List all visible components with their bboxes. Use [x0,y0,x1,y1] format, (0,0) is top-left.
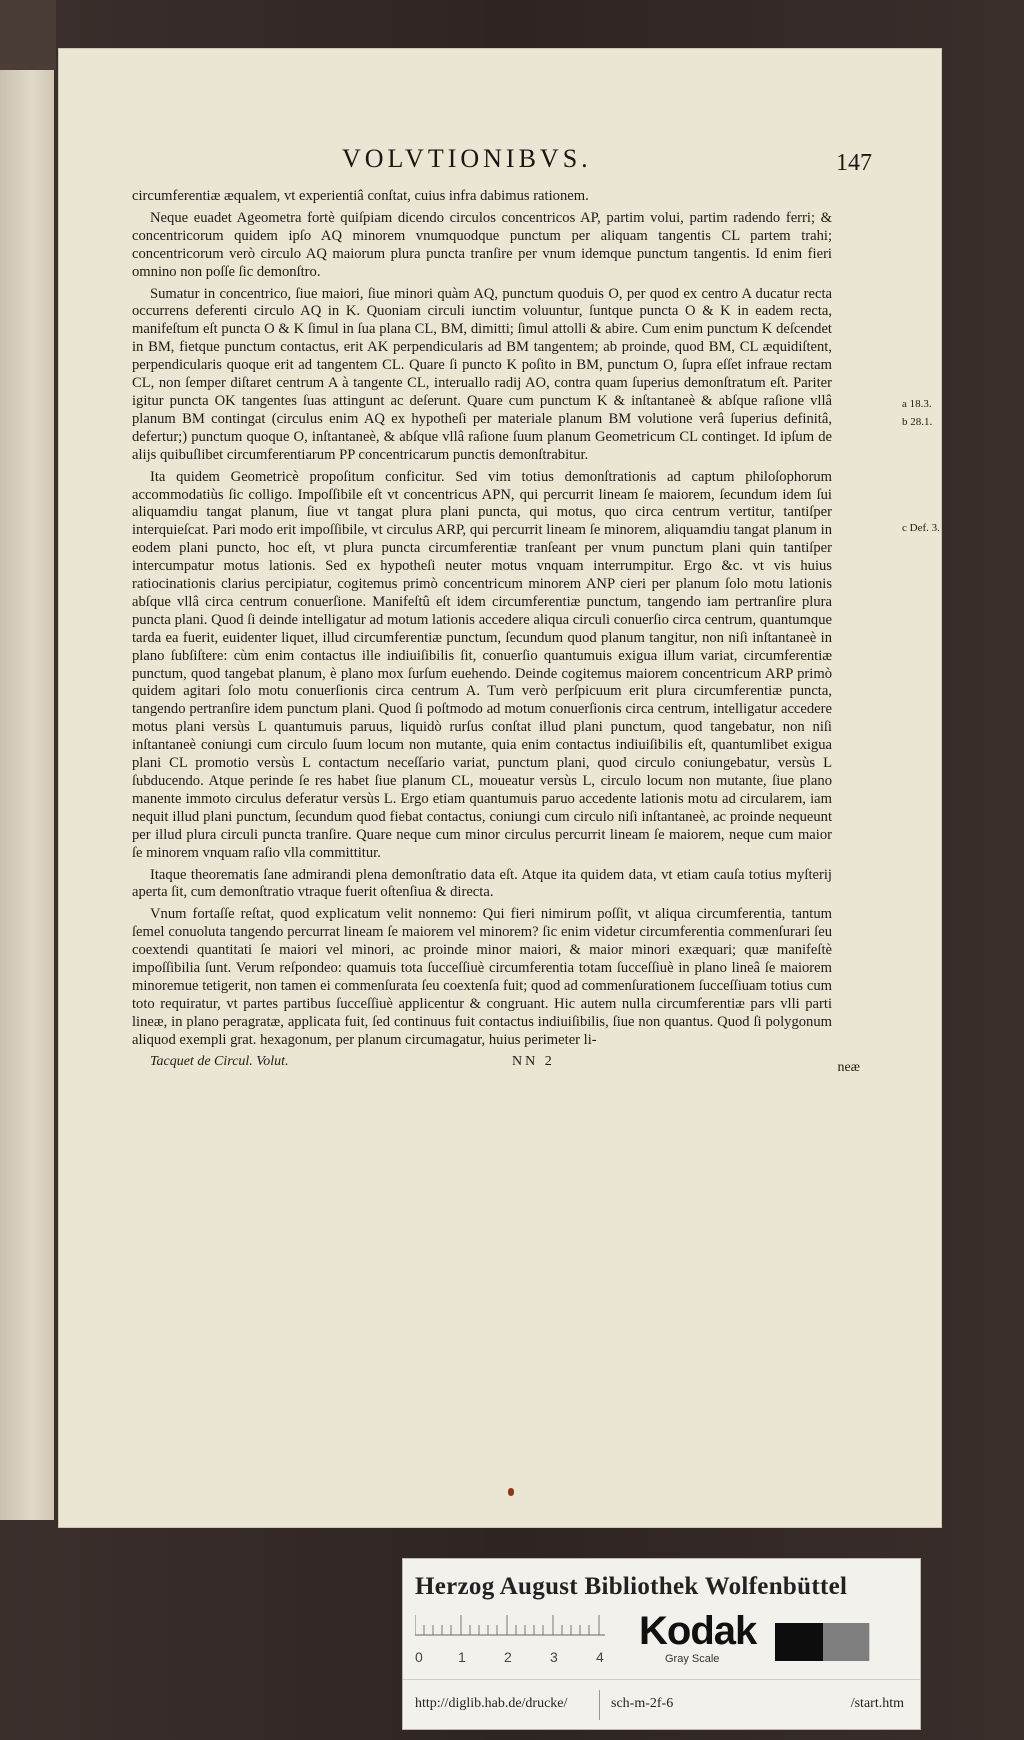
margin-note-b: b 28.1. [902,416,933,428]
margin-note-a: a 18.3. [902,398,932,410]
ruler-number: 1 [458,1649,466,1665]
book-page [58,48,942,1528]
ruler-number: 3 [550,1649,558,1665]
paragraph: circumferentiæ æqualem, vt experientiâ conſtat, cuius infra dabimus rationem. [132,188,589,204]
library-name: Herzog August Bibliothek Wolfenbüttel [415,1573,848,1600]
gray-swatch [823,1623,869,1661]
ink-stain [508,1488,514,1496]
paragraph: Ita quidem Geometricè propoſitum conficitur. Sed vim totius demonſtrationis ad captum philoſophorum accommodatiùs ſic colligo. Impoſſibile eſt vt concentricus APN, qui percurrit lineam ſe maiorem, ſecundum idem ſui aliquamdiu tangat planum, ſiue vt tangat plura plani puncta, qui motus, quo circa centrum vertitur, tantiſper interquieſcat. Pari modo erit impoſſibile, vt circulus ARP, qui percurrit lineam ſe minorem, aliquamdiu tangat planum in eodem plani puncto, hoc eſt, vt plura puncta circumferentiæ tranſeant per vnum punctum plani quin tantiſper intercumpatur motus lationis. Sed ex hypotheſi neuter motus vnquam interrumpitur. Ergo &c. vt vis huius ratiocinationis clarius percipiatur, cogitemus primò concentricum minorem ANP cieri per planum ſolo motu lationis abſque vllâ circa centrum conuerſione. Manifeſtû eſt idem circumferentiæ punctum, tangendo iam pertranſire plura puncta plani. Quod ſi deinde intelligatur ad motum lationis accedere aliqua circuli conuerſio circa centrum, quantumque tarda ea fuerit, euidenter liquet, illud circumferentiæ punctum, ſecundum quod planum tangitur, non niſi inſtantaneè in plano ſubſiſtere: cùm enim contactus ille indiuiſibilis ſit, conuerſio quantumuis exigua illum variat, circumferentiæ punctum, quod tangebat planum, è plano mox ſurſum euehendo. Deinde cogitemus maiorem concentricum ARP primò quidem agitari ſolo motu conuerſionis circa centrum A. Tum verò perſpicuum erit plura circumferentiæ puncta, tangendo pertranſire idem punctum plani. Quod ſi poſtmodo ad motum conuerſionis circa centrum, intelligatur accedere motus plani versùs L quantumuis paruus, liquidò rurſus conſtat illud plani punctum, quod tangebatur, non niſi inſtantaneè coniungi cum circulo ſuum locum non mutante, quia enim contactus indiuiſibilis eſt, quantumlibet exigua plani CL promotio versùs L contactum neceſſario variat, punctum plani, quod circulo coniungebatur, versùs L ſubducendo. Atque perinde ſe res habet ſiue planum CL, moueatur versùs L, circulo locum non mutante, ſiue plano manente immoto circulus deferatur versùs L. Ergo etiam quantumuis paruo accedente lationis motu ad circularem, iam nequit illud plani punctum, ſecundum quod fiebat contactus, coniungi cum circulo niſi inſtantaneè, ac proinde nequeunt per illud plura circuli puncta tranſire. Quare neque cum minor circulus percurrit lineam ſe maiorem, neque cum maior ſe minorem vnquam raſio vlla committitur. [132,468,832,861]
body-text [132,188,832,1050]
library-color-card [402,1558,921,1730]
catchword: neæ [837,1059,860,1075]
url-suffix: /start.htm [850,1696,904,1711]
paragraph: Sumatur in concentrico, ſiue maiori, ſiue minori quàm AQ, punctum quoduis O, per quod ex centro A ducatur recta occurrens deferenti circulo AQ in K. Quoniam circuli iunctim voluuntur, ſuntque puncta O & K in eadem recta, manifeſtum eſt puncta O & K ſimul in ſua plana CL, BM, dimitti; ſimul attolli & abire. Cum enim punctum K deſcendet in BM, fietque punctum contactus, erit AK perpendicularis ad BM tangentem; ab proinde, quod BM, CL æquidiſtent, perpendicularis quoque erit ad tangentem CL. Quare ſi puncto K poſito in BM, punctum O, ſupra eſſet infraue rectam CL, non ſemper diſtaret centrum A à tangente CL, interuallo radij AO, contra quam ſuperius demonſtratum eſt. Pariter igitur puncta OK tangentes ſuas attingunt ac deſerunt. Quare cum punctum K & inſtantaneè & abſque raſione vllâ planum BM contingat (circulus enim AQ ex hypotheſi per materiale planum BM volutione verâ ſuperius definitâ, defertur;) punctum quoque O, inſtantaneè, & abſque vllâ raſione ſuum planum Geometricum CL continget. Id ipſum de alijs quibuſlibet circumferentiarum PP concentricarum punctis demonſtrabitur. [132,285,832,463]
black-swatch [775,1623,823,1661]
page-number: 147 [836,150,872,176]
gray-scale-label: Gray Scale [665,1653,720,1665]
footer-title: Tacquet de Circul. Volut. [150,1053,289,1069]
facing-page-edge [0,70,54,1520]
kodak-logo: Kodak [639,1609,757,1653]
url-shelfmark: sch-m-2f-6 [611,1696,674,1711]
ruler-number: 4 [596,1649,604,1665]
ruler-number: 0 [415,1649,423,1665]
paragraph: Vnum fortaſſe reſtat, quod explicatum velit nonnemo: Qui fieri nimirum poſſit, vt aliqua circumferentia, tantum ſemel conuoluta tangendo percurrat lineam ſe maiorem vel minorem? ſic enim videtur circumferentia commenſurari ſeu coextendi quantitati ſe maiori vel minori, ac proinde minor maiori, & maior minori exæquari; quæ manifeſtè impoſſibilia ſunt. Verum reſpondeo: quamuis tota ſucceſſiuè circumferentia totam ſucceſſiuè in plano lineâ ſe maiorem minoremue tetigerit, non tamen ei commenſurata ſeu coextenſa fuit; quod ad commenſurationem ſucceſſiuam totius cum toto requiratur, vt partes partibus ſucceſſiuè applicentur & congruant. Hic autem nulla circumferentiæ pars vlli parti lineæ, in plano peragratæ, applicata fuit, ſed continuus fuit contactus indiuiſibilis, ſiue non quantus. Quod ſi polygonum aliquod exempli grat. hexagonum, per planum circumagatur, huius perimeter li- [132,906,832,1048]
paragraph: Neque euadet Ageometra fortè quiſpiam dicendo circulos concentricos AP, partim volui, partim radendo ferri; & concentricorum quidem ipſo AQ minorem vnumquodque punctum per aliquam tangentis CL partem trahi; concentricorum verò circulo AQ maiorum plura puncta tranſire per vnum idemque punctum tangentis. Id enim fieri omnino non poſſe ſic demonſtro. [132,209,832,280]
url-base: http://diglib.hab.de/drucke/ [415,1696,568,1711]
page-content [132,144,872,1078]
running-head: VOLVTIONIBVS. [342,144,592,173]
white-swatch [869,1623,896,1661]
binding-shadow [0,0,56,70]
ruler-number: 2 [504,1649,512,1665]
divider [599,1690,600,1720]
page-footer [132,1054,860,1078]
paragraph: Itaque theorematis ſane admirandi plena demonſtratio data eſt. Atque ita quidem data, vt etiam cauſa totius myſterij aperta ſit, cum demonſtratio vtraque fuerit oſtenſiua & directa. [132,866,832,901]
signature-mark: NN 2 [512,1053,555,1069]
page-header [132,144,872,184]
margin-note-c: c Def. 3. [902,522,940,534]
url-row [403,1679,920,1728]
scale-ruler-icon [415,1609,615,1639]
